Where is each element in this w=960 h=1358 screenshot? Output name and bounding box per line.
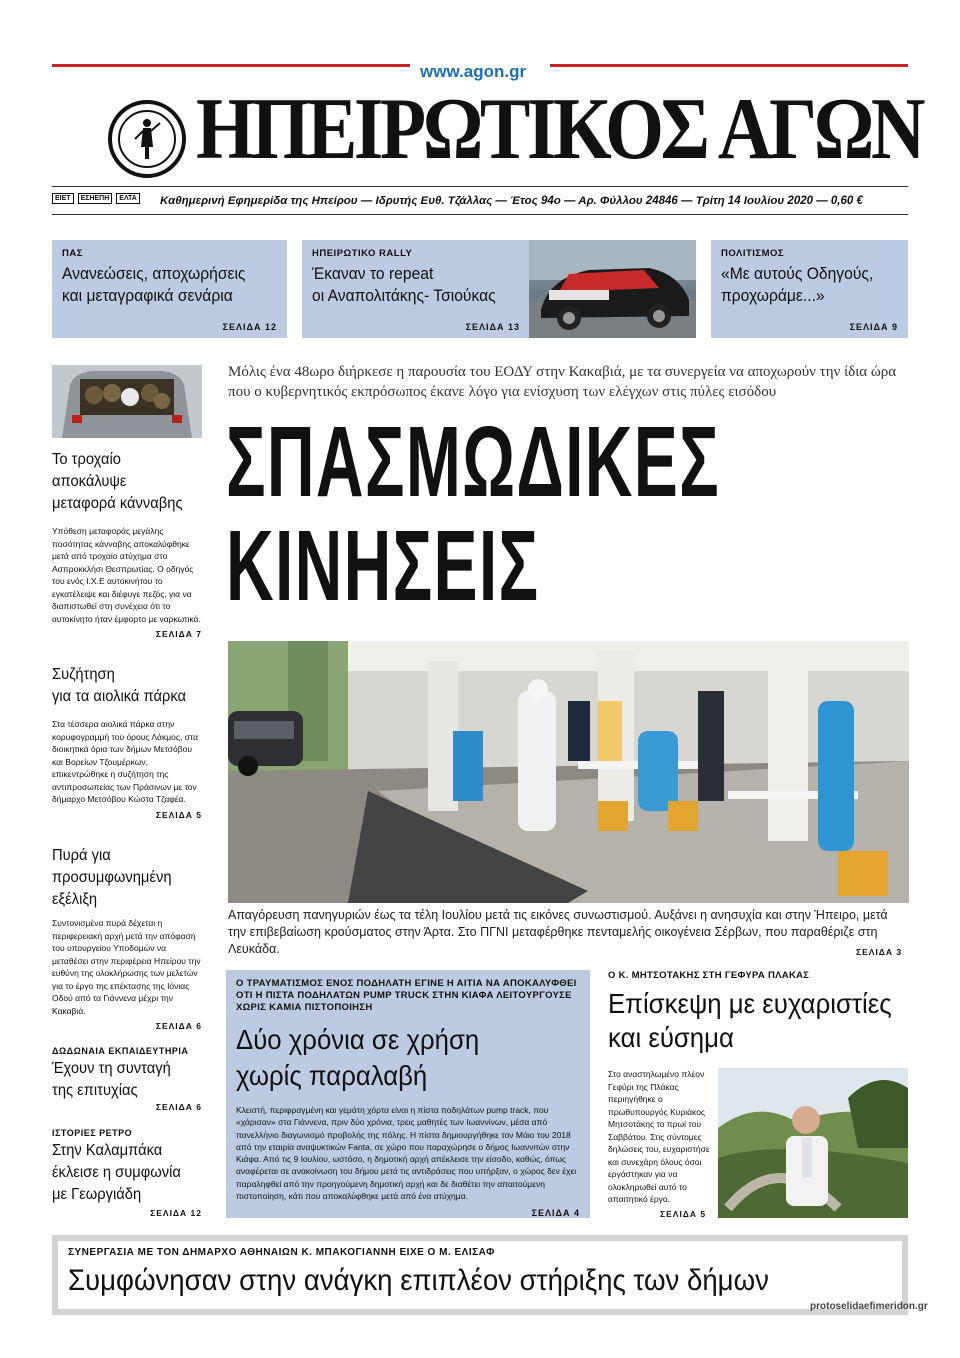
teaser-pas[interactable] — [52, 240, 287, 338]
story-body: Συντονισμένα πυρά δέχεται η περιφερειακή αρχή μετά την απόφαση του υπουργείου Υποδομών να μεταθέσει στην περιφέρεια Ηπείρου την ευθύνη της ολοκλήρωσης των μελετών για το έργο της επέκτασης της Ιόνιας Οδού από τα Γιάννενα μέχρι την Κακαβιά. — [52, 918, 201, 1016]
masthead-rule-bottom — [52, 214, 908, 215]
story-title-line: και εύσημα — [608, 1022, 734, 1053]
story-pump-track[interactable] — [226, 970, 590, 1218]
story-kicker: ΣΥΝΕΡΓΑΣΙΑ ΜΕ ΤΟΝ ΔΗΜΑΡΧΟ ΑΘΗΝΑΙΩΝ Κ. ΜΠΑΚΟΓΙΑΝΝΗ ΕΙΧΕ Ο Μ. ΕΛΙΣΑΦ — [68, 1247, 495, 1258]
teaser-title-line: Ανανεώσεις, αποχωρήσεις — [62, 264, 246, 283]
lead-deck: Μόλις ένα 48ωρο διήρκεσε η παρουσία του ΕΟΔΥ στην Κακαβιά, με τα συνεργεία να αποχωρούν την ίδια ώρα που ο κυβερνητικός εκπρόσωπος έκανε λόγο για ενίσχυση των ελέγχων στις πύλες εισόδου — [228, 364, 897, 400]
car-trunk-photo — [52, 365, 202, 438]
bridge-story-body: Στο αναστηλωμένο πλέον Γεφύρι της Πλάκας περιηγήθηκε ο πρωθυπουργός Κυριάκος Μητσοτάκης το πρωί του Σαββάτου. Στις σύντομες δηλώσεις του, ευχαριστήσε και συνεχάρη όλους όσοι εργάστηκαν για να ολοκληρωθεί αυτό το απαιτητικό έργο. — [608, 1069, 710, 1204]
teaser-page: ΣΕΛΙΔΑ 9 — [849, 322, 898, 332]
story-retro[interactable] — [52, 1128, 202, 1218]
top-rule-right — [550, 64, 908, 67]
story-title-line: με Γεωργιάδη — [52, 1186, 142, 1203]
story-kicker: Ο ΤΡΑΥΜΑΤΙΣΜΟΣ ΕΝΟΣ ΠΟΔΗΛΑΤΗ ΕΓΙΝΕ Η ΑΙΤΙΑ ΝΑ ΑΠΟΚΑΛΥΦΘΕΙ ΟΤΙ Η ΠΙΣΤΑ ΠΟΔΗΛΑΤΩΝ PUMP TRUCK ΣΤΗΝ ΚΙΑΦΑ ΛΕΙΤΟΥΡΓΟΥΣΕ ΧΩΡΙΣ ΚΑΜΙΑ ΠΙΣΤΟΠΟΙΗΣΗ — [236, 978, 577, 1013]
headline-line: ΣΠΑΣΜΩΔΙΚΕΣ — [226, 406, 721, 518]
headline-line: ΚΙΝΗΣΕΙΣ — [226, 510, 540, 622]
story-page: ΣΕΛΙΔΑ 5 — [155, 809, 202, 820]
story-title-line: μεταφορά κάνναβης — [52, 495, 183, 512]
teaser-kicker: ΠΑΣ — [62, 248, 83, 259]
publisher-logos — [52, 193, 140, 204]
teaser-title-line: Έκαναν το repeat — [312, 264, 434, 283]
story-page: ΣΕΛΙΔΑ 6 — [155, 1102, 202, 1112]
story-title-line: προσυμφωνημένη — [52, 869, 172, 886]
story-kicker: ΙΣΤΟΡΙΕΣ ΡΕΤΡΟ — [52, 1128, 133, 1138]
masthead-rule-top — [52, 186, 908, 187]
lead-page: ΣΕΛΙΔΑ 3 — [856, 947, 903, 957]
story-kicker: Ο Κ. ΜΗΤΣΟΤΑΚΗΣ ΣΤΗ ΓΕΦΥΡΑ ΠΛΑΚΑΣ — [608, 970, 810, 981]
story-title-line: Συζήτηση — [52, 666, 115, 683]
story-ionia-road[interactable] — [52, 845, 202, 1031]
story-title-line: εξέλιξη — [52, 891, 98, 908]
statue-icon — [130, 117, 164, 161]
teaser-culture[interactable] — [711, 240, 908, 338]
rally-car-photo — [529, 240, 696, 338]
story-title-line: της επιτυχίας — [52, 1082, 138, 1099]
story-municipalities[interactable] — [52, 1235, 908, 1315]
story-title-line: αποκάλυψε — [52, 473, 127, 490]
story-title-line: για τα αιολικά πάρκα — [52, 688, 187, 705]
story-cannabis[interactable] — [52, 449, 202, 639]
lead-headline[interactable] — [226, 406, 721, 622]
story-page: ΣΕΛΙΔΑ 7 — [155, 629, 202, 639]
bridge-visit-photo — [718, 1068, 908, 1218]
teaser-page: ΣΕΛΙΔΑ 12 — [222, 322, 277, 332]
site-url[interactable]: www.agon.gr — [420, 62, 527, 81]
story-title-line: Δύο χρόνια σε χρήση — [236, 1024, 480, 1055]
logo-eiet: ΕΙΕΤ — [52, 193, 74, 204]
story-title-line: Πυρά για — [52, 847, 111, 864]
story-title-line: Επίσκεψη με ευχαριστίες — [608, 988, 892, 1019]
story-body: Υπόθεση μεταφοράς μεγάλης ποσότητας κάνναβης αποκαλύφθηκε μετά από τροχαίο ατύχημα στο Ασπροκκλήσι Θεσπρωτίας. Ο οδηγός του ενός Ι.Χ.Ε αυτοκινήτου το εγκατέλειψε και διέφυγε πεζός, για να διαπιστωθεί στη συνέχεια ότι το αυτοκίνητο ήταν έμφορτο με ναρκωτικά. — [52, 526, 201, 624]
teaser-kicker: ΠΟΛΙΤΙΣΜΟΣ — [721, 248, 785, 259]
story-kicker: ΔΩΔΩΝΑΙΑ ΕΚΠΑΙΔΕΥΤΗΡΙΑ — [52, 1046, 189, 1056]
seal-logo — [108, 100, 186, 178]
teaser-title-line: «Με αυτούς Οδηγούς, — [721, 264, 874, 283]
story-plaka-bridge[interactable] — [608, 970, 908, 1055]
testing-site-photo — [228, 641, 909, 903]
info-bar: Καθημερινή Εφημερίδα της Ηπείρου — Ιδρυτής Ευθ. Τζάλλας — Έτος 94ο — Αρ. Φύλλου 24846 — Τρίτη 14 Ιουλίου 2020 — 0,60 € — [160, 195, 863, 207]
bridge-story-page: ΣΕΛΙΔΑ 5 — [660, 1209, 707, 1219]
story-body: Στα τέσσερα αιολικά πάρκα στην κορυφογραμμή του όρους Λάκμος, στα διοικητικά όρια των δήμων Μετσόβου και Βορείων Τζουμέρκων, επικεντρώθηκε η συζήτηση της αντιπροσωπείας των Πράσινων με τον δήμαρχο Μετσόβου Κώστα Τζαφέα. — [52, 719, 199, 804]
story-dodonaia[interactable] — [52, 1046, 202, 1112]
photo-caption: Απαγόρευση πανηγυριών έως τα τέλη Ιουλίου μετά τις εικόνες συνωστισμού. Αυξάνει η ανησυχία και στην Ήπειρο, μετά την επιβεβαίωση κρούσματος στην Άρτα. Στο ΠΓΝΙ μεταφέρθηκε πενταμελής οικογένεια Σέρβων, που παραθέριζε στη Λευκάδα. — [228, 908, 888, 956]
story-page: ΣΕΛΙΔΑ 12 — [150, 1208, 202, 1218]
source-watermark: protoselidaefimeridon.gr — [810, 1301, 928, 1312]
teaser-rally[interactable] — [302, 240, 530, 338]
masthead-title: ΗΠΕΙΡΩΤΙΚΟΣ ΑΓΩΝ — [196, 81, 923, 178]
teaser-title-line: οι Αναπολιτάκης- Τσιούκας — [312, 286, 496, 305]
story-title-line: Το τροχαίο — [52, 451, 121, 468]
logo-elta: ΕΛΤΑ — [116, 193, 140, 204]
teaser-title-line: προχωράμε...» — [721, 286, 825, 305]
story-page: ΣΕΛΙΔΑ 6 — [155, 1021, 202, 1031]
story-page: ΣΕΛΙΔΑ 4 — [531, 1208, 580, 1219]
story-title-line: έκλεισε η συμφωνία — [52, 1164, 181, 1181]
story-wind-parks[interactable] — [52, 664, 202, 820]
teaser-page: ΣΕΛΙΔΑ 13 — [465, 322, 520, 332]
story-title: Συμφώνησαν στην ανάγκη επιπλέον στήριξης των δήμων — [68, 1264, 769, 1297]
top-rule-left — [52, 64, 410, 67]
story-body: Κλειστή, περιφραγμένη και γεμάτη χόρτα είναι η πίστα ποδηλάτων pump track, που «χάρισαν» στα Γιάννενα, πριν δύο χρόνια, τρεις μαθητές των Ιωαννίνων, μέσα από πανελλήνιο διαγωνισμό προβολής της πόλης. Η πίστα δημιουργήθηκε τον Μάιο του 2018 από την εταιρία αναψυκτικών Fanta, σε χώρο που παραχώρησε ο δήμος Ιωαννιτών στην Κιάφα. Από τις 9 Ιουλίου, ωστόσο, η δημοτική αρχή απέκλεισε την είσοδο, καθώς, όπως αναφέρεται σε ανακοίνωση του δήμου μετά τις αντιδράσεις που υπήρξαν, ο χώρος δεν έχει παραληφθεί από την προηγούμενη δημοτική αρχή και δε διαθέτει την απαιτούμενη πιστοποίηση, κάτι που αποκαλύφθηκε μετά από ένα ατύχημα. — [236, 1105, 577, 1202]
teaser-kicker: ΗΠΕΙΡΩΤΙΚΟ RALLY — [312, 248, 413, 259]
story-title-line: Στην Καλαμπάκα — [52, 1142, 163, 1159]
story-title-line: χωρίς παραλαβή — [236, 1060, 428, 1091]
story-title-line: Έχουν τη συνταγή — [52, 1060, 171, 1077]
teaser-title-line: και μεταγραφικά σενάρια — [62, 286, 233, 305]
logo-esiepi: ΕΣΗΕΠΗ — [78, 193, 113, 204]
